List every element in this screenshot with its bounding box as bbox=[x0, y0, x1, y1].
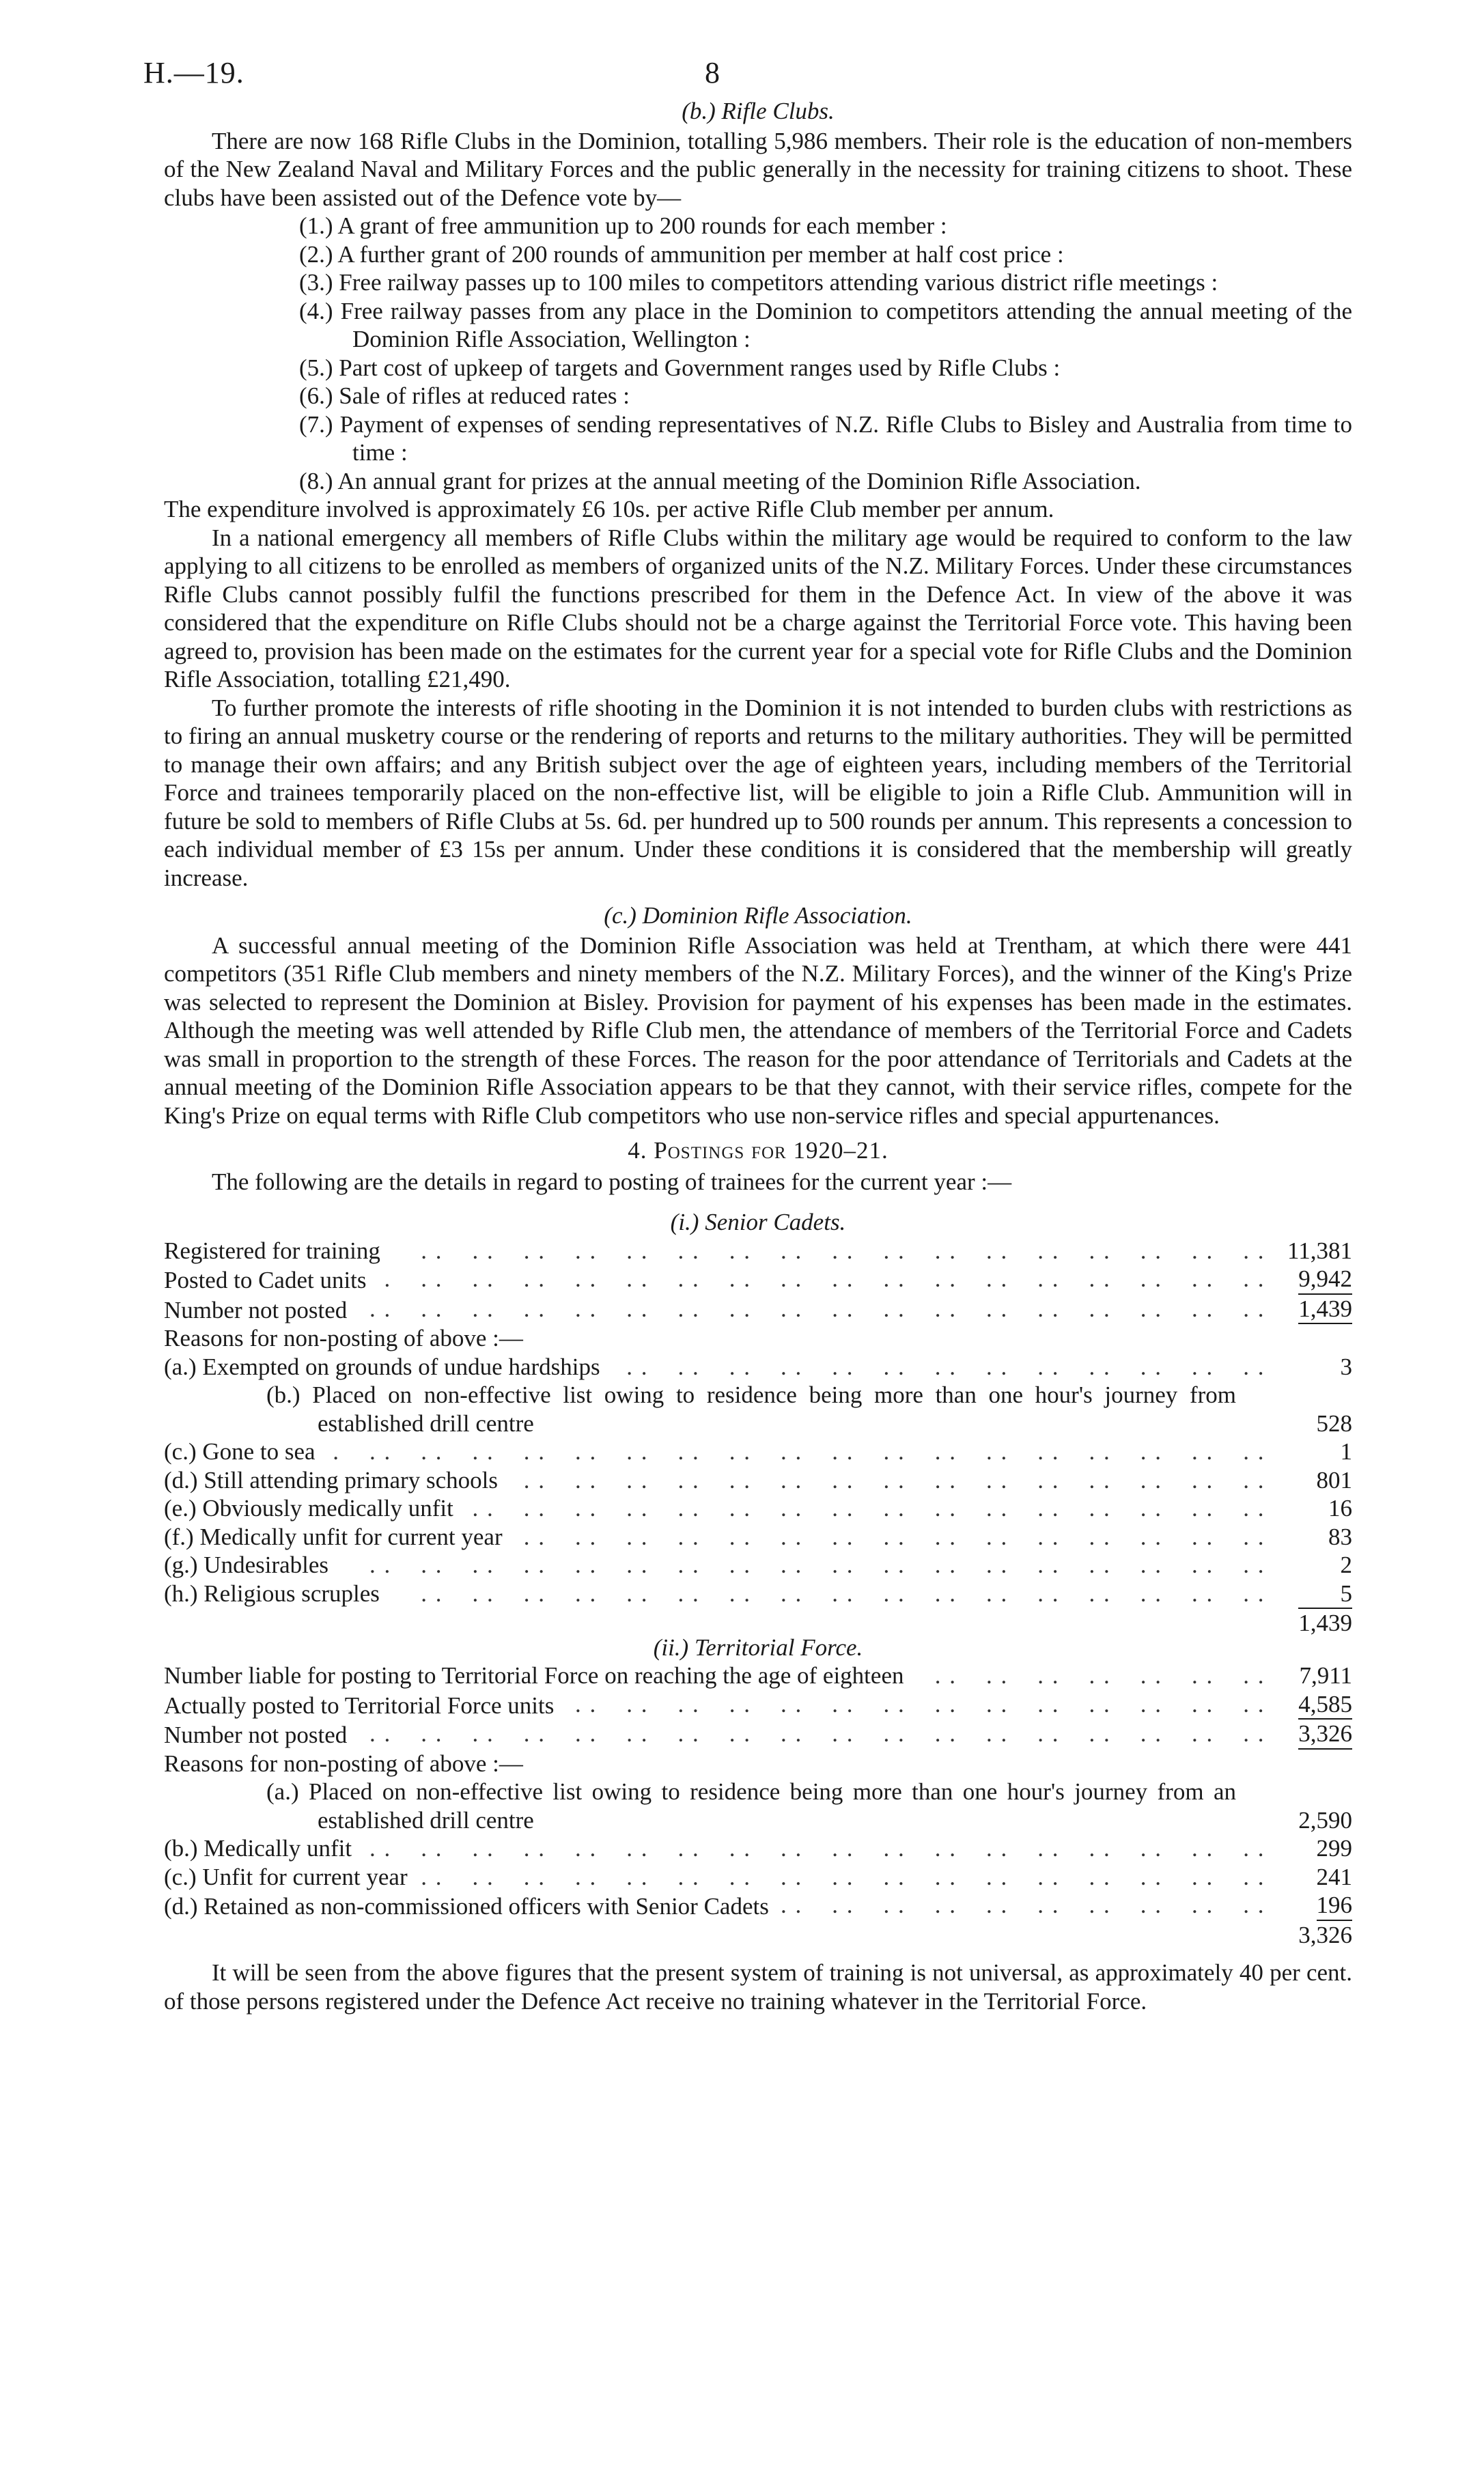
promote-paragraph: To further promote the interests of rifle shooting in the Dominion it is not intended to burden clubs with restrictions as to firing an annual musketry course or the rendering of reports and returns to the military authorities. They will be permitted to manage their own affairs; and any British subject over the age of eighteen years, including members of the Territorial Force and trainees temporarily placed on the non-effective list, will be eligible to join a Rifle Club. Ammunition will in future be sold to members of Rifle Clubs at 5s. 6d. per hundred up to 500 rounds per annum. This represents a concession to each individual member of £3 15s per annum. Under these conditions it is considered that the membership will greatly increase. bbox=[164, 694, 1352, 891]
table-row bbox=[164, 1891, 1352, 1921]
table-row bbox=[164, 1381, 1352, 1438]
total-value: 3,326 bbox=[1298, 1921, 1352, 1948]
table-row bbox=[164, 1863, 1352, 1892]
row-value: 5 bbox=[1340, 1580, 1352, 1607]
list-item: (5.) Part cost of upkeep of targets and Government ranges used by Rifle Clubs : bbox=[299, 354, 1061, 381]
row-label: (h.) Religious scruples bbox=[164, 1580, 389, 1607]
row-value: 83 bbox=[1328, 1523, 1352, 1550]
reasons-label: Reasons for non-posting of above :— bbox=[164, 1325, 523, 1351]
row-value: 16 bbox=[1328, 1495, 1352, 1522]
row-label: (f.) Medically unfit for current year bbox=[164, 1524, 512, 1550]
territorial-force-heading: (ii.) Territorial Force. bbox=[653, 1633, 863, 1661]
table-row bbox=[164, 1661, 1352, 1690]
row-value: 11,381 bbox=[1287, 1237, 1352, 1264]
row-value: 3 bbox=[1340, 1353, 1352, 1380]
row-value: 528 bbox=[1316, 1410, 1352, 1437]
row-value: 7,911 bbox=[1299, 1662, 1352, 1689]
row-label: (b.) Placed on non-effective list owing to residence being more than one hour's journey from established drill centre bbox=[266, 1382, 1236, 1437]
table-row bbox=[164, 1778, 1352, 1834]
row-value: 2 bbox=[1340, 1552, 1352, 1578]
row-label: (a.) Exempted on grounds of undue hardships bbox=[164, 1354, 610, 1380]
table-row bbox=[164, 1353, 1352, 1382]
rifle-clubs-heading: (b.) Rifle Clubs. bbox=[682, 98, 835, 124]
row-label: Posted to Cadet units bbox=[164, 1267, 376, 1293]
list-item: (2.) A further grant of 200 rounds of ammunition per member at half cost price : bbox=[299, 240, 1064, 268]
row-label: (c.) Gone to sea bbox=[164, 1438, 325, 1465]
postings-intro: The following are the details in regard to posting of trainees for the current year :— bbox=[212, 1168, 1012, 1195]
senior-cadets-table bbox=[164, 1237, 1352, 1638]
table-row bbox=[164, 1750, 1352, 1778]
row-value: 241 bbox=[1316, 1863, 1352, 1890]
table-row bbox=[164, 1551, 1352, 1580]
row-label: Number liable for posting to Territorial Force on reaching the age of eighteen bbox=[164, 1662, 913, 1689]
table-row bbox=[164, 1438, 1352, 1466]
reasons-label: Reasons for non-posting of above :— bbox=[164, 1750, 523, 1777]
senior-cadets-heading: (i.) Senior Cadets. bbox=[670, 1209, 846, 1235]
total-value: 1,439 bbox=[1298, 1608, 1352, 1638]
document-reference: H.—19. bbox=[143, 56, 244, 89]
table-row bbox=[164, 1921, 1352, 1950]
rifle-clubs-assistance-list bbox=[164, 212, 1352, 495]
table-row bbox=[164, 1494, 1352, 1523]
list-item: (8.) An annual grant for prizes at the annual meeting of the Dominion Rifle Association. bbox=[299, 467, 1141, 494]
row-value: 9,942 bbox=[1298, 1265, 1352, 1295]
dra-paragraph: A successful annual meeting of the Dominion Rifle Association was held at Trentham, at which there were 441 competitors (351 Rifle Club members and ninety members of the N.Z. Military Forces), and the winner of the King's Prize was selected to represent the Dominion at Bisley. Provision for payment of his expenses has been made in the estimates. Although the meeting was well attended by Rifle Club men, the attendance of members of the Territorial Force and Cadets was small in proportion to the strength of these Forces. The reason for the poor attendance of Territorials and Cadets at the annual meeting of the Dominion Rifle Association appears to be that they cannot, with their service rifles, compete for the King's Prize on equal terms with Rifle Club competitors who use non-service rifles and special appurtenances. bbox=[164, 931, 1352, 1129]
list-item: (4.) Free railway passes from any place in the Dominion to competitors attending the annual meeting of the Dominion Rifle Association, Wellington : bbox=[299, 297, 1352, 352]
table-row bbox=[164, 1523, 1352, 1552]
row-label: (c.) Unfit for current year bbox=[164, 1864, 417, 1890]
emergency-paragraph: In a national emergency all members of Rifle Clubs within the military age would be required to conform to the law applying to all citizens to be enrolled as members of organized units of the N.Z. Military Forces. Under these circumstances Rifle Clubs cannot possibly fulfil the functions prescribed for them in the Defence Act. In view of the above it was considered that the expenditure on Rifle Clubs should not be a charge against the Territorial Force vote. This having been agreed to, provision has been made on the estimates for the current year for a special vote for Rifle Clubs and the Dominion Rifle Association, totalling £21,490. bbox=[164, 524, 1352, 692]
row-value: 1,439 bbox=[1298, 1295, 1352, 1325]
list-item: (6.) Sale of rifles at reduced rates : bbox=[299, 382, 630, 409]
table-row bbox=[164, 1720, 1352, 1750]
list-item: (3.) Free railway passes up to 100 miles to competitors attending various district rifle meetings : bbox=[299, 269, 1218, 296]
row-label: Actually posted to Territorial Force units bbox=[164, 1692, 563, 1719]
table-row bbox=[164, 1237, 1352, 1265]
row-label: (a.) Placed on non-effective list owing to residence being more than one hour's journey from an established drill centre bbox=[266, 1778, 1236, 1834]
row-value: 801 bbox=[1316, 1466, 1352, 1494]
row-label: (b.) Medically unfit bbox=[164, 1835, 361, 1862]
row-label: (d.) Retained as non-commissioned officers with Senior Cadets bbox=[164, 1893, 779, 1920]
page-header bbox=[143, 55, 1352, 92]
row-label: Number not posted bbox=[164, 1297, 356, 1323]
table-row bbox=[164, 1324, 1352, 1353]
expenditure-paragraph: The expenditure involved is approximately £6 10s. per active Rifle Club member per annum. bbox=[164, 496, 1054, 522]
postings-heading: 4. Postings for 1920–21. bbox=[628, 1137, 888, 1164]
row-label: (e.) Obviously medically unfit bbox=[164, 1495, 463, 1522]
dra-heading: (c.) Dominion Rifle Association. bbox=[604, 902, 912, 929]
table-row bbox=[164, 1295, 1352, 1325]
table-row bbox=[164, 1834, 1352, 1863]
conclusion-paragraph: It will be seen from the above figures that the present system of training is not universal, as approximately 40 per cent. of those persons registered under the Defence Act receive no training whatever in the Territorial Force. bbox=[164, 1959, 1352, 2015]
table-row bbox=[164, 1466, 1352, 1495]
document-page bbox=[143, 55, 1352, 2015]
table-row bbox=[164, 1580, 1352, 1608]
list-item: (1.) A grant of free ammunition up to 200 rounds for each member : bbox=[299, 212, 947, 239]
row-value: 4,585 bbox=[1298, 1690, 1352, 1720]
row-value: 196 bbox=[1317, 1891, 1353, 1921]
page-number: 8 bbox=[705, 56, 720, 89]
territorial-force-table bbox=[164, 1661, 1352, 1949]
row-label: Number not posted bbox=[164, 1722, 356, 1748]
row-label: Registered for training bbox=[164, 1237, 390, 1264]
list-item: (7.) Payment of expenses of sending representatives of N.Z. Rifle Clubs to Bisley and Australia from time to time : bbox=[299, 410, 1352, 466]
rifle-clubs-intro: There are now 168 Rifle Clubs in the Dominion, totalling 5,986 members. Their role is the education of non-members of the New Zealand Naval and Military Forces and the public generally in the necessity for training citizens to shoot. These clubs have been assisted out of the Defence vote by— bbox=[164, 127, 1352, 211]
row-label: (g.) Undesirables bbox=[164, 1552, 338, 1578]
table-row bbox=[164, 1690, 1352, 1720]
row-value: 299 bbox=[1316, 1835, 1352, 1862]
table-row bbox=[164, 1265, 1352, 1295]
row-value: 3,326 bbox=[1298, 1720, 1352, 1750]
row-label: (d.) Still attending primary schools bbox=[164, 1467, 507, 1494]
row-value: 1 bbox=[1340, 1438, 1352, 1465]
row-value: 2,590 bbox=[1298, 1806, 1352, 1834]
